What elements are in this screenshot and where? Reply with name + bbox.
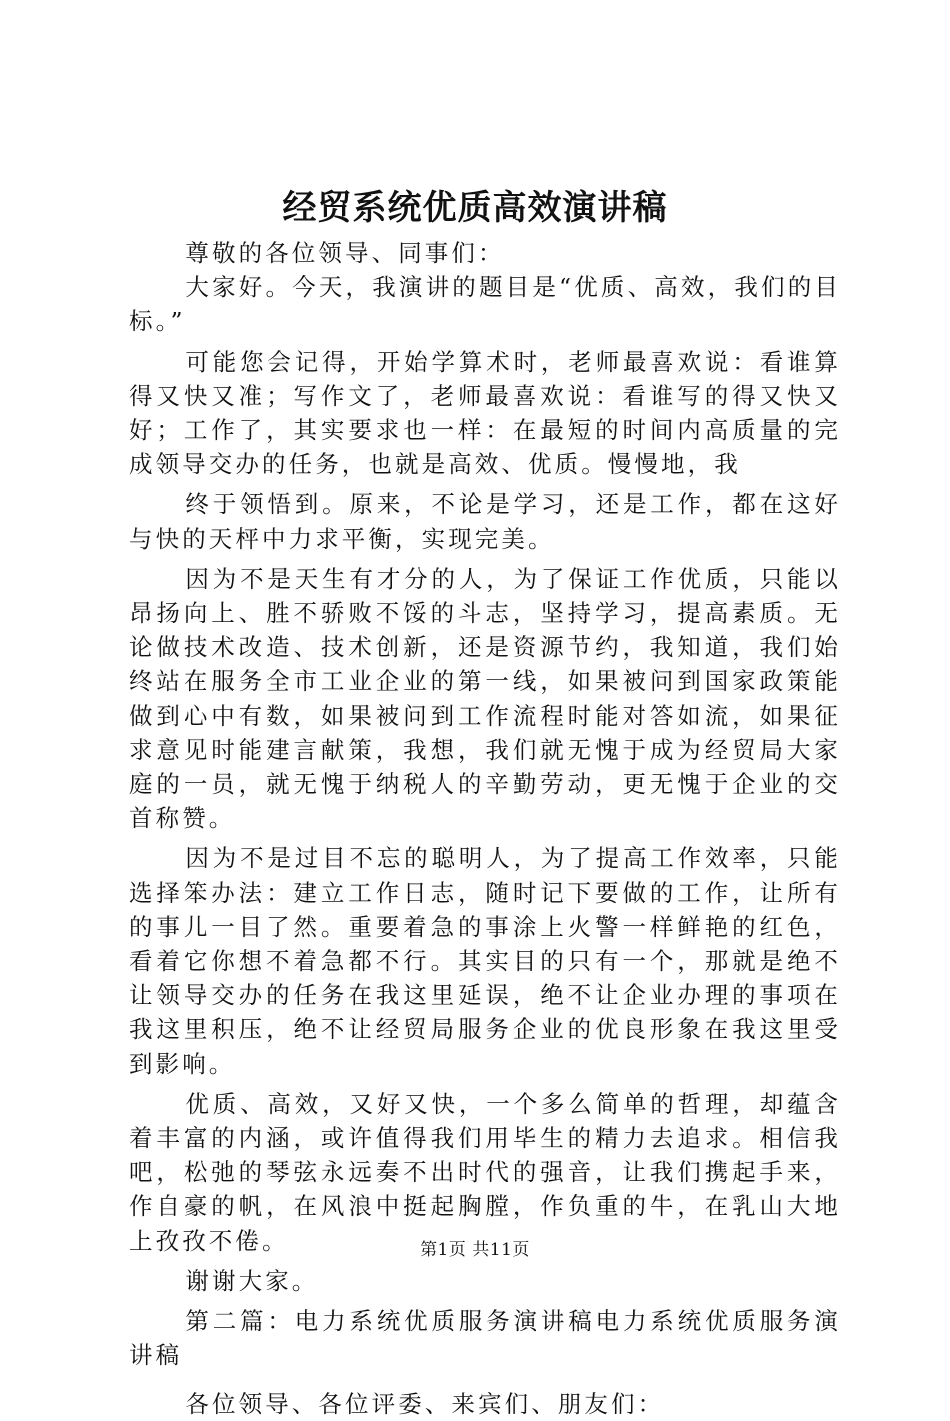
paragraph-efficiency: 因为不是过目不忘的聪明人，为了提高工作效率，只能选择笨办法：建立工作日志，随时记下要做的工作，让所有的事儿一目了然。重要着急的事涂上火警一样鲜艳的红色，看着它你想不着急都不行。其实目的只有一个，那就是绝不让领导交办的任务在我这里延误，绝不让企业办理的事项在我这里积压，绝不让经贸局服务企业的优良形象在我这里受到影响。 — [129, 844, 841, 1078]
paragraph-second-salutation: 各位领导、各位评委、来宾们、朋友们： — [185, 1389, 665, 1418]
paragraph-conclusion: 优质、高效，又好又快，一个多么简单的哲理，却蕴含着丰富的内涵，或许值得我们用毕生的精力去追求。相信我吧，松弛的琴弦永远奏不出时代的强音，让我们携起手来，作自豪的帆，在风浪中挺起胸膛，作负重的牛，在乳山大地上孜孜不倦。 — [129, 1089, 841, 1255]
paragraph-thanks: 谢谢大家。 — [185, 1266, 319, 1295]
page-number-footer: 第1页 共11页 — [420, 1240, 530, 1260]
paragraph-quality: 因为不是天生有才分的人，为了保证工作优质，只能以昂扬向上、胜不骄败不馁的斗志，坚持学习，提高素质。无论做技术改造、技术创新，还是资源节约，我知道，我们始终站在服务全市工业企业的第一线，如果被问到国家政策能做到心中有数，如果被问到工作流程时能对答如流，如果征求意见时能建言献策，我想，我们就无愧于成为经贸局大家庭的一员，就无愧于纳税人的辛勤劳动，更无愧于企业的交首称赞。 — [129, 564, 841, 833]
document-title: 经贸系统优质高效演讲稿 — [282, 188, 668, 228]
paragraph-salutation: 尊敬的各位领导、同事们： — [185, 239, 505, 267]
paragraph-realization: 终于领悟到。原来，不论是学习，还是工作，都在这好与快的天枰中力求平衡，实现完美。 — [129, 490, 841, 553]
paragraph-second-article-heading: 第二篇：电力系统优质服务演讲稿电力系统优质服务演讲稿 — [129, 1307, 841, 1370]
paragraph-greeting: 大家好。今天，我演讲的题目是“优质、高效，我们的目标。” — [129, 273, 841, 336]
paragraph-memory: 可能您会记得，开始学算术时，老师最喜欢说：看谁算得又快又准；写作文了，老师最喜欢说：看谁写的得又快又好；工作了，其实要求也一样：在最短的时间内高质量的完成领导交办的任务，也就是高效、优质。慢慢地，我 — [129, 347, 841, 479]
